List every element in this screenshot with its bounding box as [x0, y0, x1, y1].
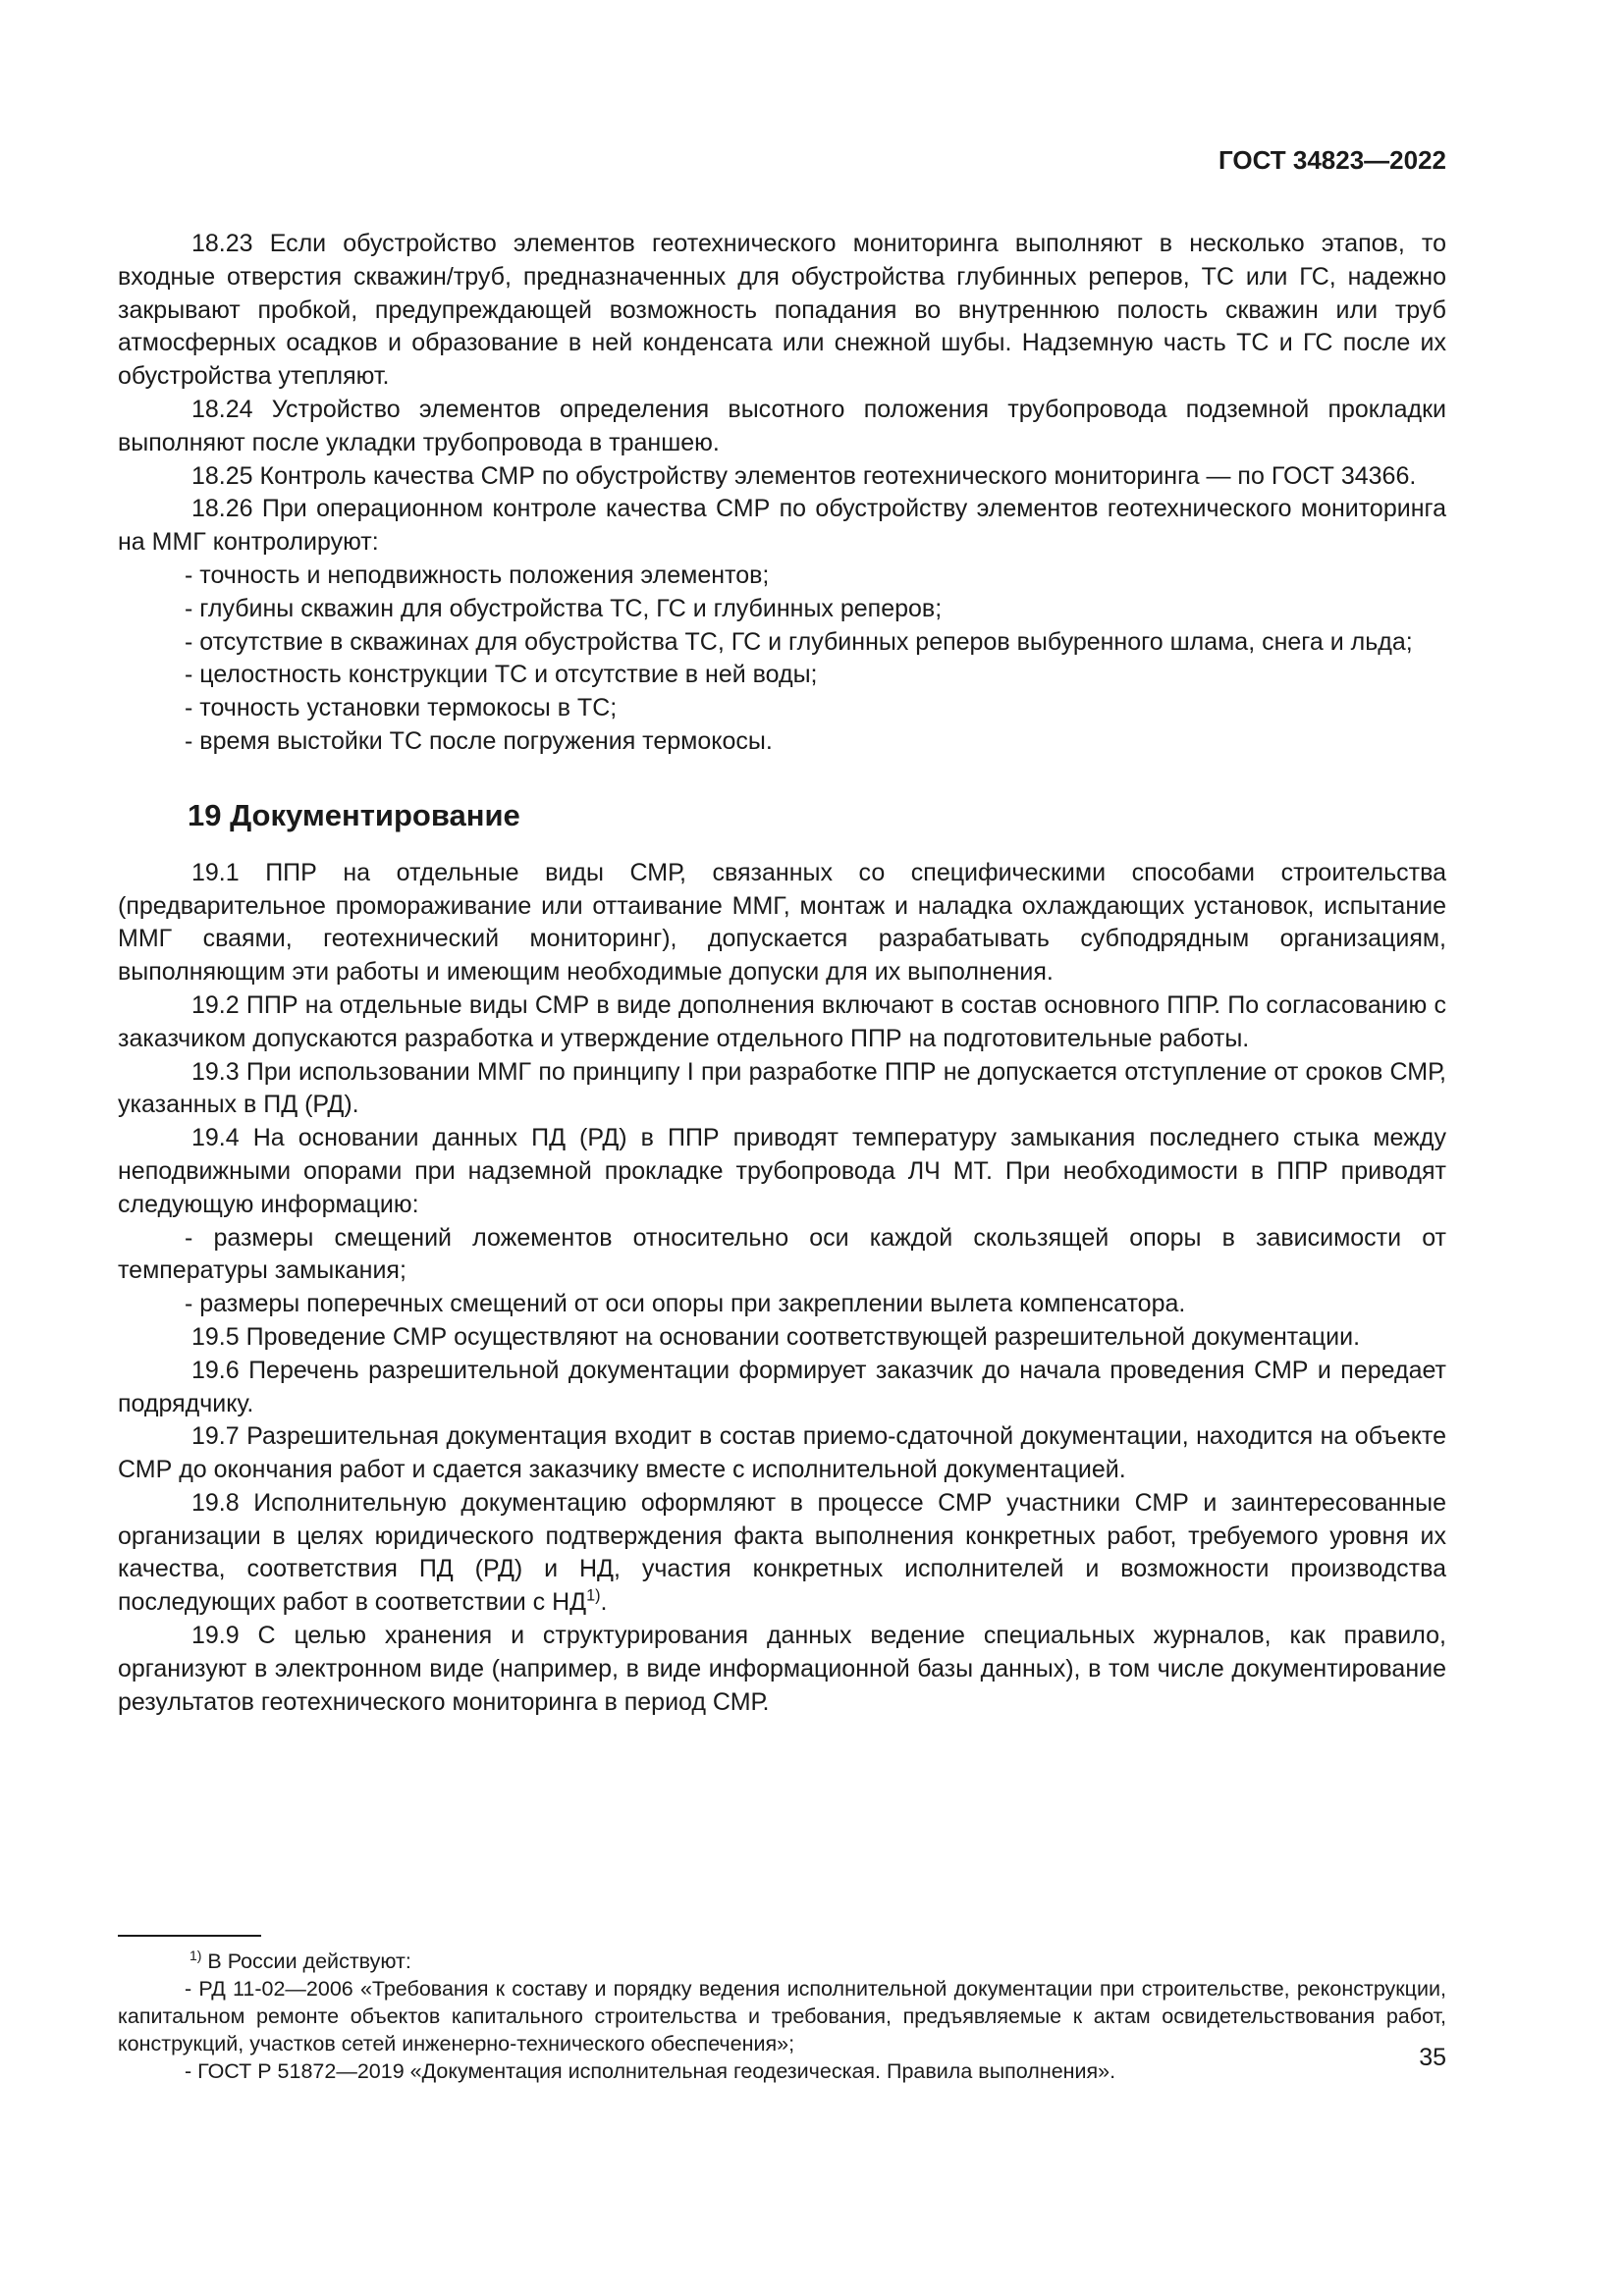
page-number: 35 — [1419, 2044, 1446, 2071]
list-item: - время выстойки ТС после погружения термокосы. — [118, 725, 1446, 759]
footnote-intro-text: В России действуют: — [201, 1949, 411, 1973]
footnote-item: - РД 11-02—2006 «Требования к составу и порядку ведения исполнительной документации при строительстве, реконструкции, капитальном ремонте объектов капитального строительства и требования, предъявляемые к актам освидетельствования работ, конструкций, участков сетей инженерно-технического обеспечения»; — [118, 1975, 1446, 2057]
paragraph-18-23: 18.23 Если обустройство элементов геотехнического мониторинга выполняют в несколько этапов, то входные отверстия скважин/труб, предназначенных для обустройства глубинных реперов, ТС или ГС, надежно закрывают пробкой, предупреждающей возможность попадания во внутреннюю полость скважин или труб атмосферных осадков и образование в ней конденсата или снежной шубы. Надземную часть ТС и ГС после их обустройства утепляют. — [118, 230, 1446, 391]
footnote-separator — [118, 1935, 261, 1937]
paragraph-19-8-text: 19.8 Исполнительную документацию оформляют в процессе СМР участники СМР и заинтересованные организации в целях юридического подтверждения факта выполнения конкретных работ, требуемого уровня их качества, соответствия ПД (РД) и НД, участия конкретных исполнителей и возможности производства последующих работ в соответствии с НД — [118, 1488, 1446, 1617]
paragraph-19-2: 19.2 ППР на отдельные виды СМР в виде дополнения включают в состав основного ППР. По согласованию с заказчиком допускаются разработка и утверждение отдельного ППР на подготовительные работы. — [118, 990, 1446, 1052]
paragraph-19-8-end: . — [600, 1588, 608, 1617]
paragraph-19-1: 19.1 ППР на отдельные виды СМР, связанных со специфическими способами строительства (предварительное промораживание или оттаивание ММГ, монтаж и наладка охлаждающих установок, испытание ММГ сваями, геотехнический мониторинг), допускается разрабатывать субподрядным организациям, выполняющим эти работы и имеющим необходимые допуски для их выполнения. — [118, 858, 1446, 987]
footnote-intro — [118, 1948, 1446, 1975]
list-item: - точность и неподвижность положения элементов; — [118, 560, 1446, 593]
paragraph-19-3: 19.3 При использовании ММГ по принципу I при разработке ППР не допускается отступление от сроков СМР, указанных в ПД (РД). — [118, 1057, 1446, 1119]
paragraph-19-8 — [118, 1487, 1446, 1620]
paragraph-18-26: 18.26 При операционном контроле качества СМР по обустройству элементов геотехнического мониторинга на ММГ контролируют: — [118, 495, 1446, 557]
list-item: - точность установки термокосы в ТС; — [118, 692, 1446, 725]
list-item: - глубины скважин для обустройства ТС, ГС и глубинных реперов; — [118, 593, 1446, 626]
list-item: - размеры смещений ложементов относительно оси каждой скользящей опоры в зависимости от температуры замыкания; — [118, 1222, 1446, 1289]
list-item: - целостность конструкции ТС и отсутствие в ней воды; — [118, 659, 1446, 692]
paragraph-19-4: 19.4 На основании данных ПД (РД) в ППР приводят температуру замыкания последнего стыка между неподвижными опорами при надземной прокладке трубопровода ЛЧ МТ. При необходимости в ППР приводят следующую информацию: — [118, 1124, 1446, 1218]
document-page — [118, 0, 1446, 2296]
section-heading-19: 19 Документирование — [188, 797, 520, 832]
paragraph-19-6: 19.6 Перечень разрешительной документации формирует заказчик до начала проведения СМР и передает подрядчику. — [118, 1356, 1446, 1417]
footnote-reference[interactable]: 1) — [586, 1586, 601, 1605]
paragraph-19-7: 19.7 Разрешительная документация входит в состав приемо-сдаточной документации, находится на объекте СМР до окончания работ и сдается заказчику вместе с исполнительной документацией. — [118, 1422, 1446, 1484]
list-item: - отсутствие в скважинах для обустройства ТС, ГС и глубинных реперов выбуренного шлама, снега и льда; — [118, 626, 1446, 660]
paragraph-19-5: 19.5 Проведение СМР осуществляют на основании соответствующей разрешительной документации. — [191, 1322, 1361, 1351]
paragraph-19-9: 19.9 С целью хранения и структурирования данных ведение специальных журналов, как правило, организуют в электронном виде (например, в виде информационной базы данных), в том числе документирование результатов геотехнического мониторинга в период СМР. — [118, 1622, 1446, 1716]
paragraph-18-24: 18.24 Устройство элементов определения высотного положения трубопровода подземной прокладки выполняют после укладки трубопровода в траншею. — [118, 395, 1446, 456]
standard-header: ГОСТ 34823—2022 — [1218, 145, 1446, 175]
footnote-mark: 1) — [189, 1947, 202, 1963]
list-item: - размеры поперечных смещений от оси опоры при закреплении вылета компенсатора. — [118, 1288, 1446, 1321]
footnotes — [118, 1948, 1446, 2085]
document-body — [118, 228, 1446, 1719]
footnote-item: - ГОСТ Р 51872—2019 «Документация исполнительная геодезическая. Правила выполнения». — [118, 2057, 1446, 2085]
paragraph-18-25: 18.25 Контроль качества СМР по обустройству элементов геотехнического мониторинга — по ГОСТ 34366. — [191, 461, 1417, 490]
